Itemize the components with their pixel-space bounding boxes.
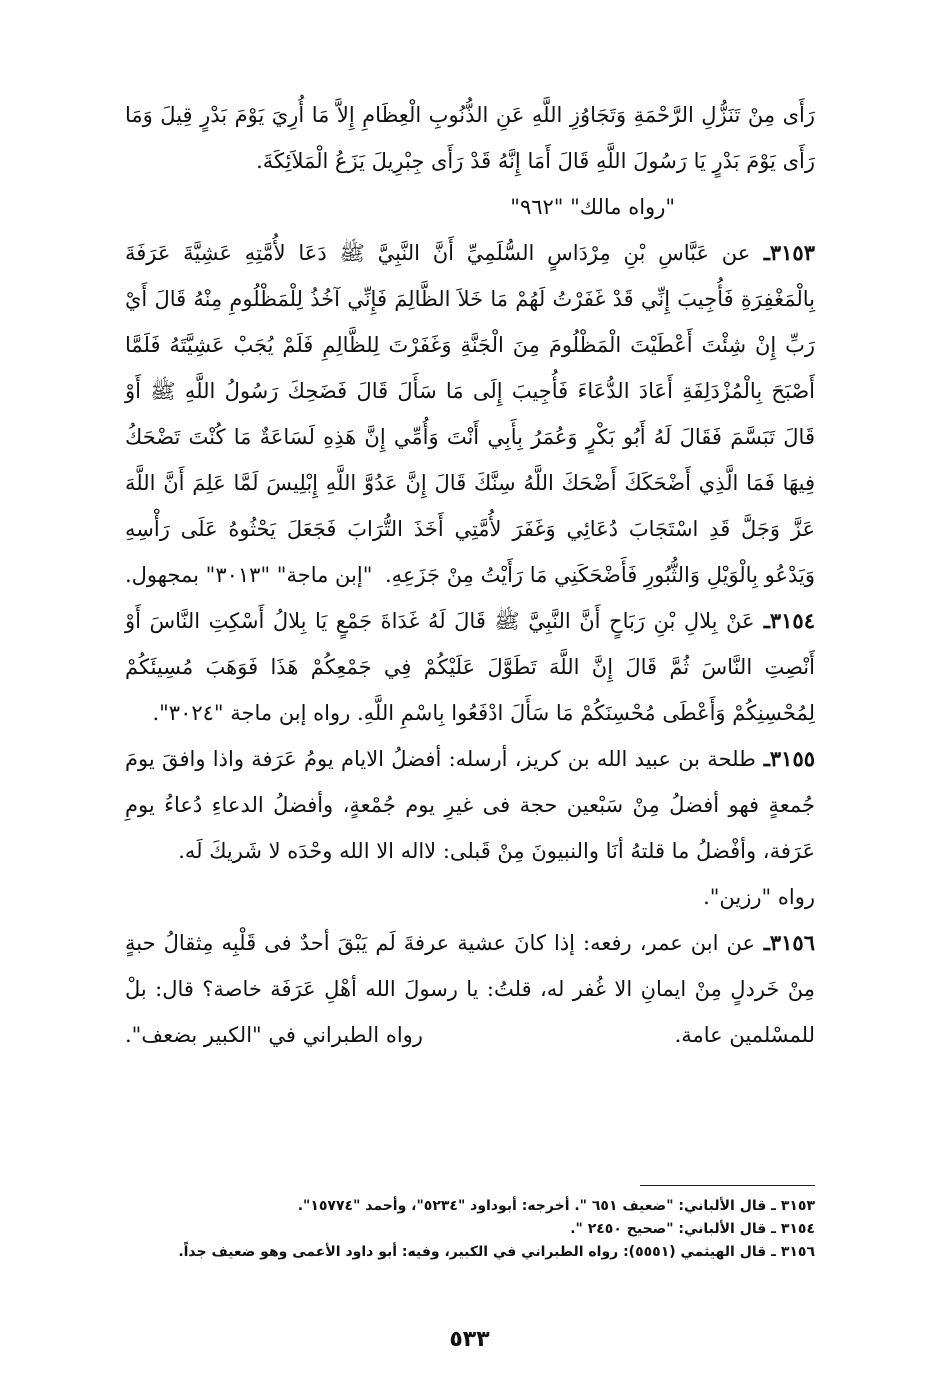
footnote: ٣١٥٤ ـ قال الألباني: "صحيح ٢٤٥٠ ". (570, 1221, 815, 1237)
footnote-divider (640, 1185, 815, 1186)
footnotes (125, 1195, 815, 1264)
hadith-source: "رواه مالك" "٩٦٢" (510, 195, 675, 219)
hadith-number: ٣١٥٣ـ (750, 240, 815, 265)
hadith-text: عَنْ بِلالِ بْنِ رَبَاحٍ أَنَّ النَّبِيَّ ﷺ قَالَ لَهُ غَدَاةَ جَمْعٍ يَا بِلالُ أَسْكِتِ النَّاسَ أَوْ أَنْصِتِ النَّاسَ ثُمَّ قَالَ إِنَّ اللَّهَ تَطَوَّلَ عَلَيْكُمْ فِي جَمْعِكُمْ هَذَا فَوَهَبَ مُسِيئَكُمْ لِمُحْسِنِكُمْ وَأَعْطَى مُحْسِنَكُمْ مَا سَأَلَ ادْفَعُوا بِاسْمِ اللَّهِ. (125, 609, 815, 725)
hadith-number: ٣١٥٦ـ (755, 930, 815, 955)
hadith-source: "إبن ماجة" "٣٠١٣" بمجهول. (125, 563, 373, 587)
hadith-text: طلحة بن عبيد الله بن كريز، أرسله: أفضلُ الايام يومُ عَرَفة واذا وافقَ يومَ جُمعةٍ فهو أفضلُ مِنْ سَبْعين حجة فى غيرِ يوم جُمْعةٍ، وأفضلُ الدعاءِ دُعاءُ يومِ عَرَفة، وأفْضلُ ما قلتهُ أنَا والنبيونَ مِنْ قَبلى: لااله الا الله وحْدَه لا شَريكَ لَه. (125, 747, 815, 863)
footnote: ٣١٥٦ ـ قال الهيثمي (٥٥٥١): رواه الطبراني في الكبير، وفيه: أبو داود الأعمى وهو ضعيف جداً. (178, 1244, 815, 1260)
hadith-3153 (125, 230, 815, 598)
hadith-number: ٣١٥٤ـ (754, 608, 815, 633)
hadith-text: عن ابن عمر، رفعه: إذا كانَ عشية عرفةَ لَم يَبْقَ أحدٌ فى قَلْبِه مِثقالُ حبةٍ مِنْ خَردلٍ مِنْ ايمانِ الا غُفر له، قلتُ: يا رسولَ الله أهْلِ عَرَفَة خاصة؟ قال: بلْ للمسْلمين عامة. (125, 931, 815, 1047)
hadith-source: رواه إبن ماجة "٣٠٢٤". (152, 701, 351, 725)
main-text (125, 92, 815, 1058)
hadith-source: رواه "رزين". (703, 885, 815, 909)
page-number: ٥٣٣ (449, 1327, 490, 1352)
hadith-3154 (125, 598, 815, 736)
hadith-text: عن عَبَّاسِ بْنِ مِرْدَاسٍ السُّلَمِيِّ أَنَّ النَّبِيَّ ﷺ دَعَا لأُمَّتِهِ عَشِيَّةَ عَرَفَةَ بِالْمَغْفِرَةِ فَأُجِيبَ إِنِّي قَدْ غَفَرْتُ لَهُمْ مَا خَلاَ الظَّالِمَ فَإِنِّي آخُذُ لِلْمَظْلُومِ مِنْهُ قَالَ أَيْ رَبِّ إِنْ شِئْتَ أَعْطَيْتَ الْمَظْلُومَ مِنَ الْجَنَّةِ وَغَفَرْتَ لِلظَّالِمِ فَلَمْ يُجَبْ عَشِيَّتَهُ فَلَمَّا أَصْبَحَ بِالْمُزْدَلِفَةِ أَعَادَ الدُّعَاءَ فَأُجِيبَ إِلَى مَا سَأَلَ قَالَ فَضَحِكَ رَسُولُ اللَّهِ ﷺ أَوْ قَالَ تَبَسَّمَ فَقَالَ لَهُ أَبُو بَكْرٍ وَعُمَرُ بِأَبِي أَنْتَ وَأُمِّي إِنَّ هَذِهِ لَسَاعَةٌ مَا كُنْتَ تَضْحَكُ فِيهَا فَمَا الَّذِي أَضْحَكَكَ أَضْحَكَ اللَّهُ سِنَّكَ قَالَ إِنَّ عَدُوَّ اللَّهِ إِبْلِيسَ لَمَّا عَلِمَ أَنَّ اللَّهَ عَزَّ وَجَلَّ قَدِ اسْتَجَابَ دُعَائِي وَغَفَرَ لأُمَّتِي أَخَذَ التُّرَابَ فَجَعَلَ يَحْثُوهُ عَلَى رَأْسِهِ وَيَدْعُو بِالْوَيْلِ وَالثُّبُورِ فَأَضْحَكَنِي مَا رَأَيْتُ مِنْ جَزَعِهِ. (125, 241, 815, 587)
hadith-continuation: رَأَى مِنْ تَنَزُّلِ الرَّحْمَةِ وَتَجَاوُزِ اللَّهِ عَنِ الذُّنُوبِ الْعِظَامِ إِلاَّ مَا أُرِيَ يَوْمَ بَدْرٍ قِيلَ وَمَا رَأَى يَوْمَ بَدْرٍ يَا رَسُولَ اللَّهِ قَالَ أَمَا إِنَّهُ قَدْ رَأَى جِبْرِيلَ يَزَعُ الْمَلاَئِكَةَ. (125, 103, 815, 173)
hadith-number: ٣١٥٥ـ (755, 746, 816, 771)
footnote: ٣١٥٣ ـ قال الألباني: "ضعيف ٦٥١ ". أخرجه: أبوداود "٥٢٣٤"، وأحمد "١٥٧٧٤". (297, 1198, 815, 1214)
hadith-source: رواه الطبراني في "الكبير بضعف". (125, 1023, 423, 1047)
hadith-3156 (125, 920, 815, 1058)
hadith-3155 (125, 736, 815, 874)
